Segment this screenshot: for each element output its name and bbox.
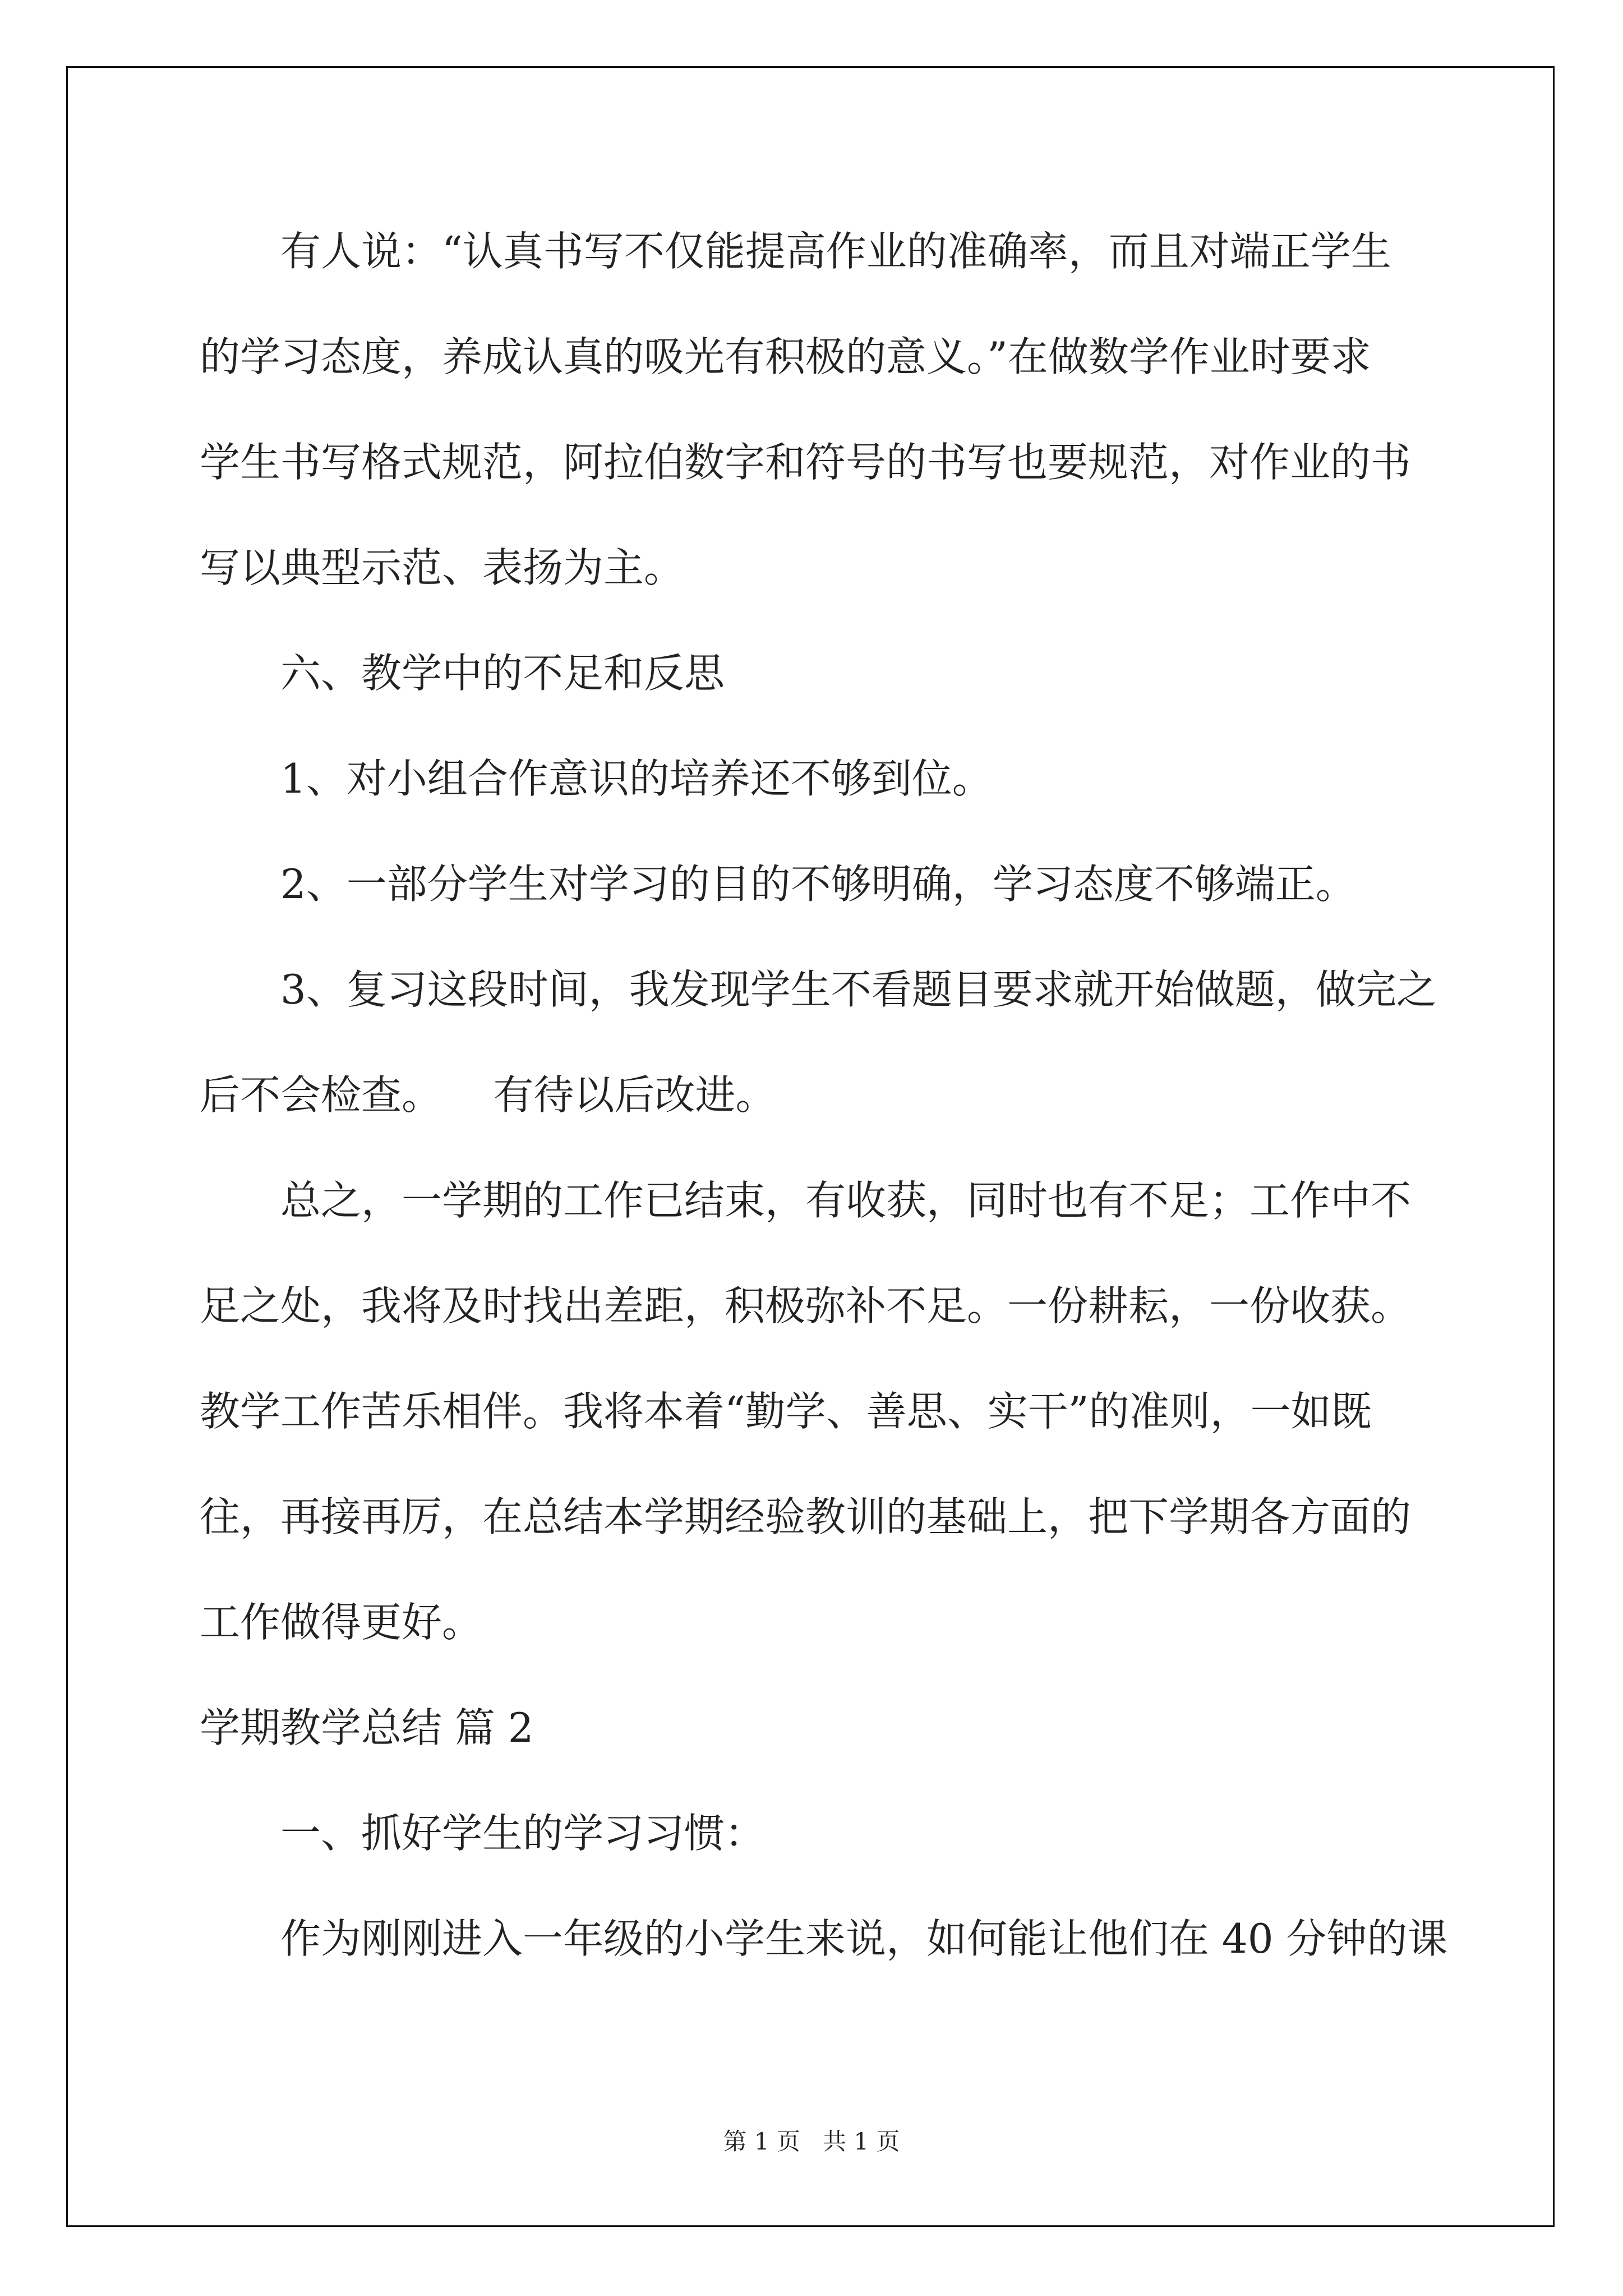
list-item-1: 1、对小组合作意识的培养还不够到位。 xyxy=(280,755,993,802)
summary-line-4: 往，再接再厉，在总结本学期经验教训的基础上，把下学期各方面的 xyxy=(200,1493,1412,1540)
paragraph-line-3: 学生书写格式规范，阿拉伯数字和符号的书写也要规范，对作业的书 xyxy=(200,439,1412,486)
section-heading-reflection: 六、教学中的不足和反思 xyxy=(280,650,725,697)
paragraph-line-1: 有人说：“认真书写不仅能提高作业的准确率，而且对端正学生 xyxy=(280,228,1391,275)
summary-line-2: 足之处，我将及时找出差距，积极弥补不足。一份耕耘，一份收获。 xyxy=(200,1282,1412,1329)
list-item-3: 3、复习这段时间，我发现学生不看题目要求就开始做题，做完之 xyxy=(280,966,1437,1013)
paragraph-line-2: 的学习态度，养成认真的吸光有积极的意义。”在做数学作业时要求 xyxy=(200,333,1371,380)
page-border xyxy=(66,66,1555,2227)
list-item-3-continued: 后不会检查。 有待以后改进。 xyxy=(200,1071,776,1119)
summary-line-3: 教学工作苦乐相伴。我将本着“勤学、善思、实干”的准则，一如既 xyxy=(200,1388,1372,1435)
page-footer: 第 1 页 共 1 页 xyxy=(723,2128,900,2155)
section-heading-habits: 一、抓好学生的学习习惯： xyxy=(280,1810,766,1857)
article-title: 学期教学总结 篇 2 xyxy=(200,1704,534,1751)
list-item-2: 2、一部分学生对学习的目的不够明确，学习态度不够端正。 xyxy=(280,861,1356,908)
paragraph-line-habits: 作为刚刚进入一年级的小学生来说，如何能让他们在 40 分钟的课 xyxy=(280,1915,1448,1962)
summary-line-1: 总之，一学期的工作已结束，有收获，同时也有不足；工作中不 xyxy=(280,1177,1412,1224)
summary-line-5: 工作做得更好。 xyxy=(200,1599,483,1646)
paragraph-line-4: 写以典型示范、表扬为主。 xyxy=(200,544,685,591)
